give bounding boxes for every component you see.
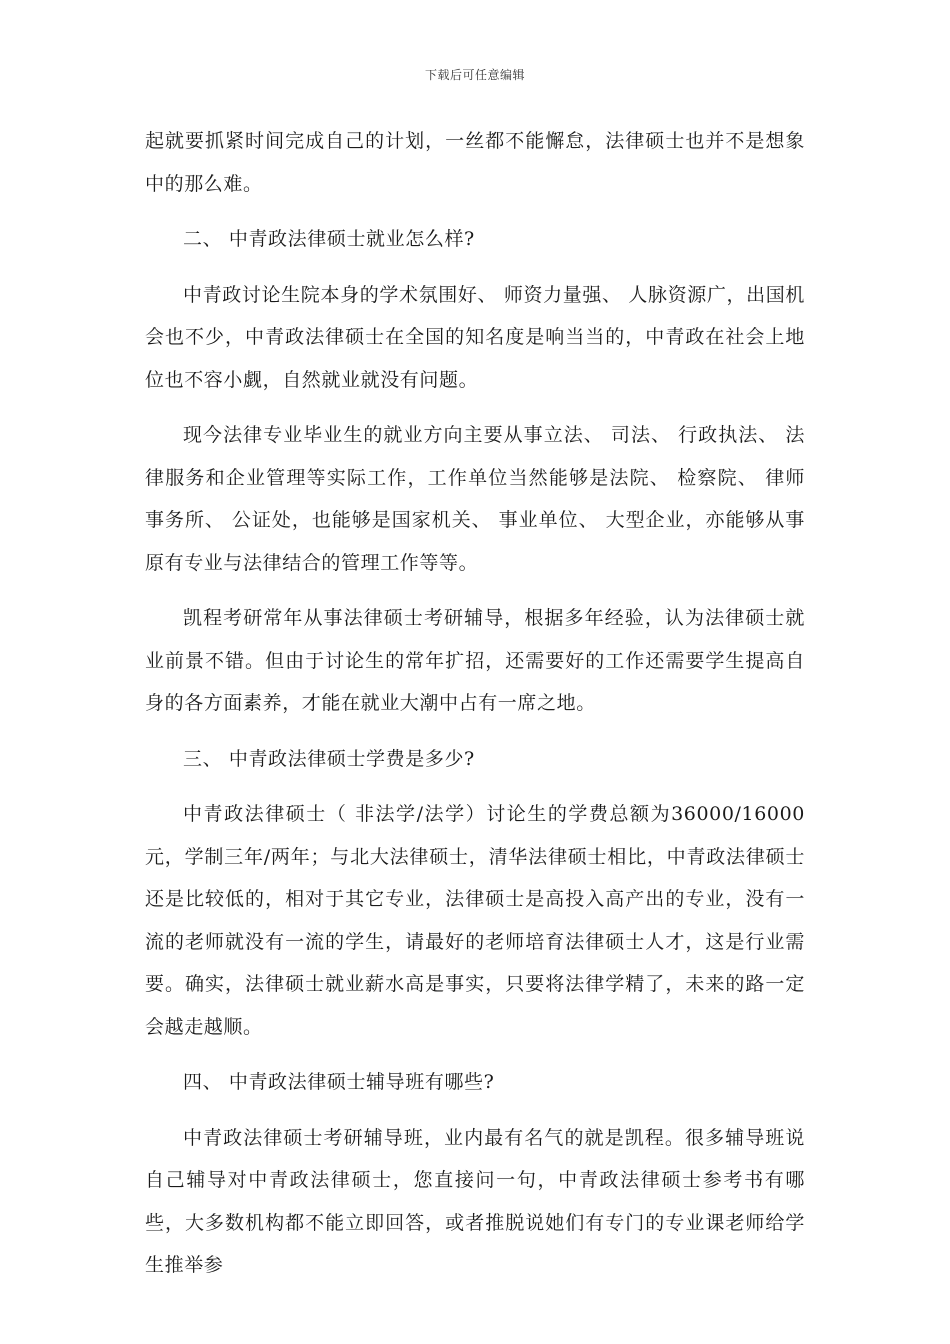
section-heading-employment: 二、 中青政法律硕士就业怎么样? bbox=[183, 228, 475, 250]
paragraph-employment-outlook: 凯程考研常年从事法律硕士考研辅导，根据多年经验，认为法律硕士就业前景不错。但由于讨论生的常年扩招，还需要好的工作还需要学生提高自身的各方面素养，才能在就业大潮中占有一席之地。 bbox=[145, 607, 805, 714]
paragraph-employment-intro: 中青政讨论生院本身的学术氛围好、 师资力量强、 人脉资源广，出国机会也不少，中青政法律硕士在全国的知名度是响当当的，中青政在社会上地位也不容小觑，自然就业就没有问题。 bbox=[145, 283, 805, 391]
page-header: 下载后可任意编辑 bbox=[424, 68, 525, 82]
section-heading-tutoring: 四、 中青政法律硕士辅导班有哪些? bbox=[183, 1071, 495, 1093]
paragraph-continuation: 起就要抓紧时间完成自己的计划，一丝都不能懈怠，法律硕士也并不是想象中的那么难。 bbox=[145, 130, 805, 195]
paragraph-employment-directions: 现今法律专业毕业生的就业方向主要从事立法、 司法、 行政执法、 法律服务和企业管理等实际工作，工作单位当然能够是法院、 检察院、 律师事务所、 公证处，也能够是国家机关、 事业单位、 大型企业，亦能够从事原有专业与法律结合的管理工作等等。 bbox=[145, 424, 805, 574]
paragraph-tutoring: 中青政法律硕士考研辅导班，业内最有名气的就是凯程。很多辅导班说自己辅导对中青政法律硕士，您直接问一句，中青政法律硕士参考书有哪些，大多数机构都不能立即回答，或者推脱说她们有专门的专业课老师给学生推举参 bbox=[145, 1126, 805, 1276]
paragraph-tuition: 中青政法律硕士（ 非法学/法学）讨论生的学费总额为36000/16000元，学制三年/两年；与北大法律硕士，清华法律硕士相比，中青政法律硕士还是比较低的，相对于其它专业，法律硕士是高投入高产出的专业，没有一流的老师就没有一流的学生，请最好的老师培育法律硕士人才，这是行业需要。确实，法律硕士就业薪水高是事实，只要将法律学精了，未来的路一定会越走越顺。 bbox=[145, 803, 805, 1038]
section-heading-tuition: 三、 中青政法律硕士学费是多少? bbox=[183, 747, 475, 770]
document-body bbox=[145, 120, 805, 1300]
